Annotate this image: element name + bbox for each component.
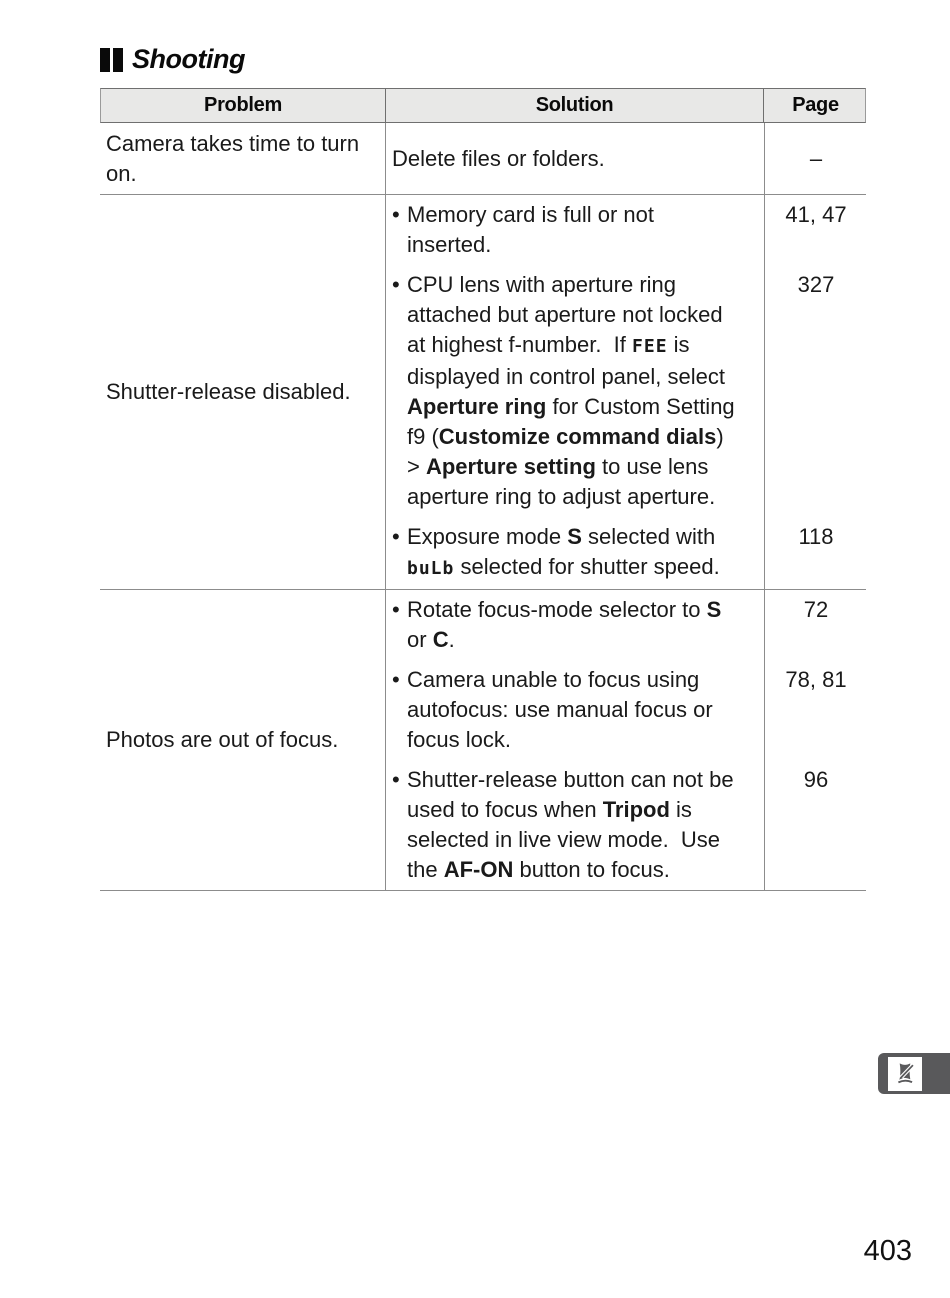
table-row [100,590,866,891]
table-header-row [100,88,866,123]
double-bar-icon [100,48,123,72]
solution-item [386,195,764,265]
solution-item [386,590,764,660]
page-ref: – [764,123,867,194]
page-ref: 78, 81 [764,660,867,760]
page-ref: 41, 47 [764,195,867,265]
table-body [100,123,866,891]
problem-cell: Shutter-release disabled. [106,379,351,404]
solution-text: Memory card is full or not inserted. [407,202,654,257]
solution-item [386,760,764,890]
bullet-icon: • [392,767,400,792]
quill-pen-icon [888,1057,922,1091]
column-header: Solution [385,89,763,122]
solution-text: Delete files or folders. [392,145,605,171]
page-ref: 96 [764,760,867,890]
bullet-icon: • [392,524,400,549]
section-heading [100,44,245,75]
solution-item [386,517,764,589]
solution-text: CPU lens with aperture ring attached but aperture not locked at highest f-number. If FEE is displayed in control panel, select Aperture ring for Custom Setting f9 (Customize command dials) > Aperture setting to use lens aperture ring to adjust aperture. [407,272,735,509]
page-number: 403 [863,1235,912,1267]
solution-text: Shutter-release button can not be used to focus when Tripod is selected in live view mode. Use the AF-ON button to focus. [407,767,734,882]
solution-item [386,265,764,517]
solution-text: Exposure mode S selected with buLb selected for shutter speed. [407,524,720,579]
solution-text: Camera unable to focus using autofocus: use manual focus or focus lock. [407,667,713,752]
solution-page-cells [385,195,866,589]
table-row [100,123,866,195]
section-title: Shooting [132,44,245,74]
solution-item [386,660,764,760]
column-header: Page [763,89,867,122]
page-ref: 72 [764,590,867,660]
bullet-icon: • [392,667,400,692]
problem-cell: Photos are out of focus. [106,727,339,752]
solution-page-cells [385,590,866,890]
solution-text: Rotate focus-mode selector to S or C. [407,597,722,652]
bullet-icon: • [392,272,400,297]
bullet-icon: • [392,597,400,622]
bullet-icon: • [392,202,400,227]
solution-page-cells [385,123,866,194]
problem-cell: Camera takes time to turn on. [106,130,360,186]
page-ref: 327 [764,265,867,517]
table-row [100,195,866,590]
page-ref: 118 [764,517,867,589]
solution-item [386,123,764,194]
column-header: Problem [204,94,282,116]
chapter-tab [878,1053,950,1094]
troubleshooting-table [100,88,866,891]
